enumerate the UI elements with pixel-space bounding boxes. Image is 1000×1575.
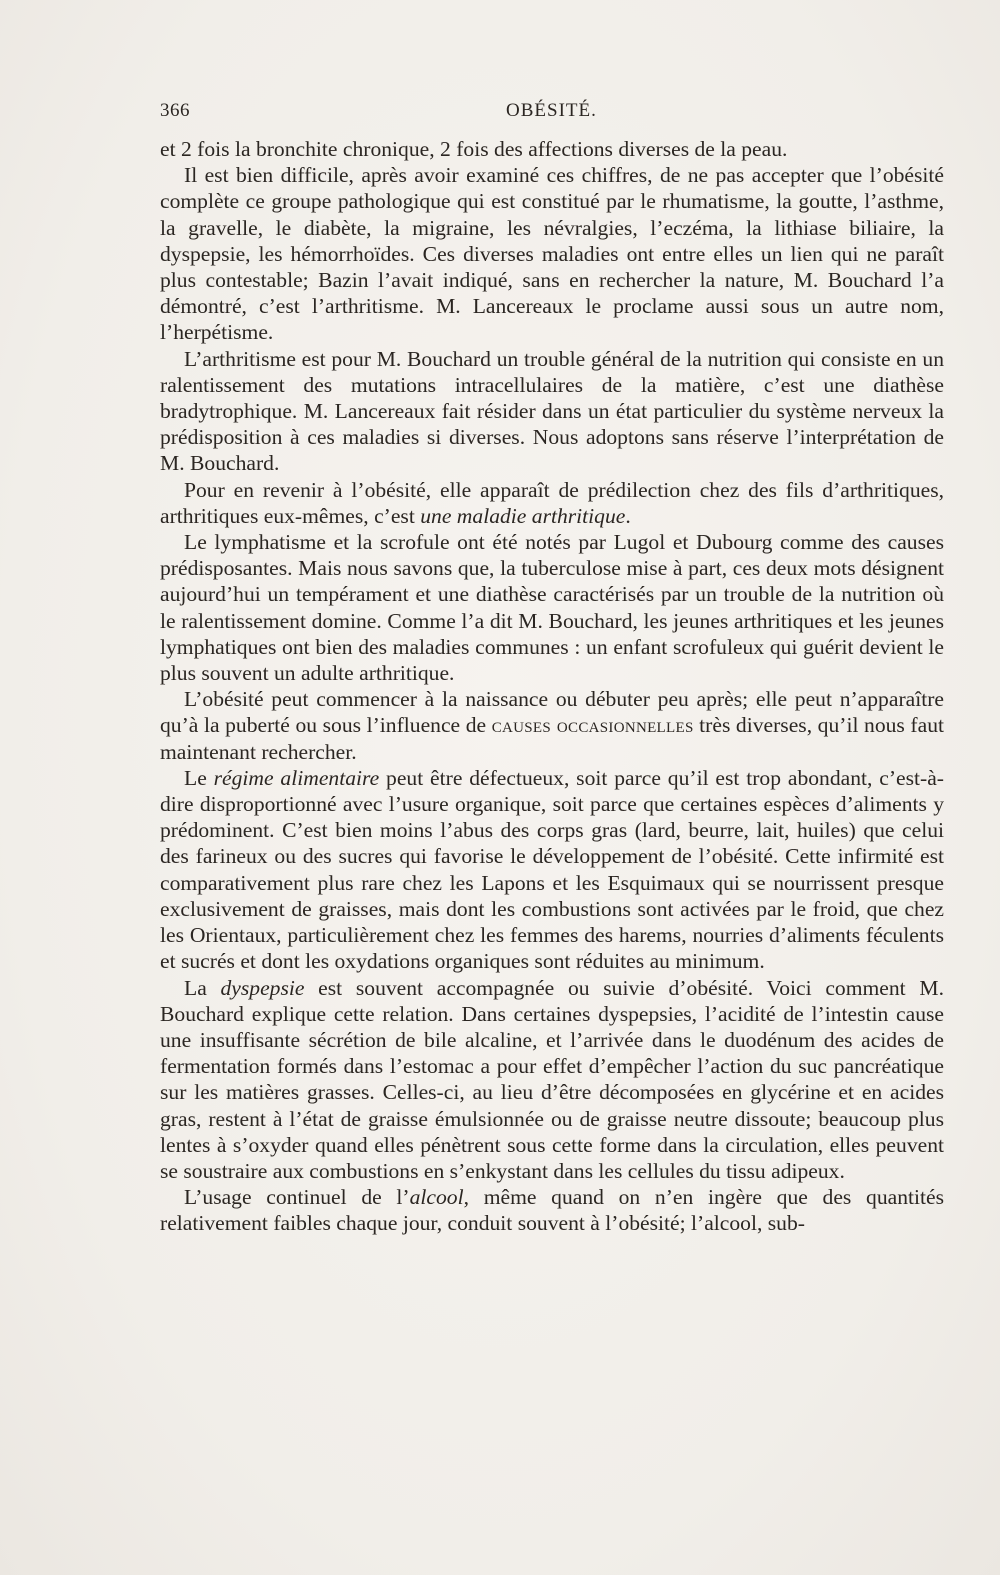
small-caps-term: causes occasionnelles [491, 713, 694, 738]
paragraph-text: Il est bien difficile, après avoir examiné ces chiffres, de ne pas accepter que l’obésité complète ce groupe pathologique qui est constitué par le rhumatisme, la goutte, l’asthme, la gravelle, le diabète, la migraine, les névralgies, l’eczéma, la lithiase biliaire, la dyspepsie, les hémorrhoïdes. Ces diverses maladies ont entre elles un lien qui ne paraît plus contestable; Bazin l’avait indiqué, sans en rechercher la nature, M. Bouchard l’a démontré, c’est l’arthritisme. M. Lancereaux le proclame aussi sous un autre nom, l’herpétisme. [160, 163, 944, 345]
paragraph-text: L’usage continuel de l’ [184, 1185, 410, 1210]
paragraph-text: L’obésité peut commencer à la naissance ou débuter peu après; elle peut n’apparaître qu’à la puberté ou sous l’influence de [160, 687, 944, 738]
paragraph-text: , même quand on n’en ingère que des quantités relativement faibles chaque jour, conduit souvent à l’obésité; l’alcool, sub- [160, 1185, 944, 1236]
page-number: 366 [160, 100, 190, 121]
paragraph-lymphatism [160, 529, 944, 686]
paragraph-text: Le lymphatisme et la scrofule ont été notés par Lugol et Dubourg comme des causes prédisposantes. Mais nous savons que, la tuberculose mise à part, ces deux mots désignent aujourd’hui un tempérament et une diathèse caractérisés par un trouble de la nutrition où le ralentissement domine. Comme l’a dit M. Bouchard, les jeunes arthritiques et les jeunes lymphatiques ont bien des maladies communes : un enfant scrofuleux qui guérit devient le plus souvent un adulte arthritique. [160, 530, 944, 686]
running-title: OBÉSITÉ. [506, 100, 597, 121]
page-header [160, 100, 944, 126]
italic-term: dyspepsie [220, 975, 305, 1000]
italic-term: une maladie arthritique [420, 503, 626, 528]
paragraph-text: Le [184, 765, 214, 790]
paragraph-text: L’arthritisme est pour M. Bouchard un trouble général de la nutrition qui consiste en un ralentissement des mutations intracellulaires de la matière, c’est une diathèse bradytrophique. M. Lancereaux fait résider dans un état particulier du système nerveux la prédisposition à ces maladies si diverses. Nous adoptons sans réserve l’interprétation de M. Bouchard. [160, 346, 944, 476]
paragraph-text: et 2 fois la bronchite chronique, 2 fois des affections diverses de la peau. [160, 137, 788, 161]
paragraph-diet [160, 765, 944, 975]
paragraph-dyspepsia [160, 975, 944, 1185]
paragraph-continuation [160, 136, 944, 162]
body-text [160, 136, 944, 1237]
paragraph-text: La [184, 975, 221, 1000]
paragraph-arthritic-disease [160, 477, 944, 529]
paragraph-text: est souvent accompagnée ou suivie d’obésité. Voici comment M. Bouchard explique cette relation. Dans certaines dyspepsies, l’acidité de l’intestin cause une insuffisante sécrétion de bile alcaline, et l’arrivée dans le duodénum des acides de fermentation formés dans l’estomac a pour effet d’empêcher l’action du suc pancréatique sur les matières grasses. Celles-ci, au lieu d’être décomposées en glycérine et en acides gras, restent à l’état de graisse émulsionnée ou de graisse neutre dissoute; beaucoup plus lentes à s’oxyder quand elles pénètrent sous cette forme dans la circulation, elles peuvent se soustraire aux combustions en s’enkystant dans les cellules du tissu adipeux. [160, 975, 944, 1183]
paragraph-text: peut être défectueux, soit parce qu’il est trop abondant, c’est-à-dire disproportionné avec l’usure organique, soit parce que certaines espèces d’aliments y prédominent. C’est bien moins l’abus des corps gras (lard, beurre, lait, huiles) que celui des farineux ou des sucres qui favorise le développement de l’obésité. Cette infirmité est comparativement plus rare chez les Lapons et les Esquimaux qui se nourrissent presque exclusivement de graisses, mais dont les combustions sont activées par le froid, que chez les Orientaux, particulièrement chez les femmes des harems, nourries d’aliments féculents et sucrés et dont les oxydations organiques sont réduites au minimum. [160, 765, 944, 974]
paragraph-text: Pour en revenir à l’obésité, elle apparaît de prédilection chez des fils d’arthritiques, arthritiques eux-mêmes, c’est [160, 477, 944, 528]
paragraph-onset [160, 686, 944, 765]
italic-term: régime alimentaire [213, 765, 380, 790]
paragraph-arthritism-definition [160, 346, 944, 477]
paragraph-arthritism-group [160, 162, 944, 345]
paragraph-text: . [625, 503, 631, 528]
paragraph-text: très diverses, qu’il nous faut maintenant rechercher. [160, 713, 944, 764]
italic-term: alcool [409, 1185, 464, 1210]
paragraph-alcohol [160, 1184, 944, 1236]
